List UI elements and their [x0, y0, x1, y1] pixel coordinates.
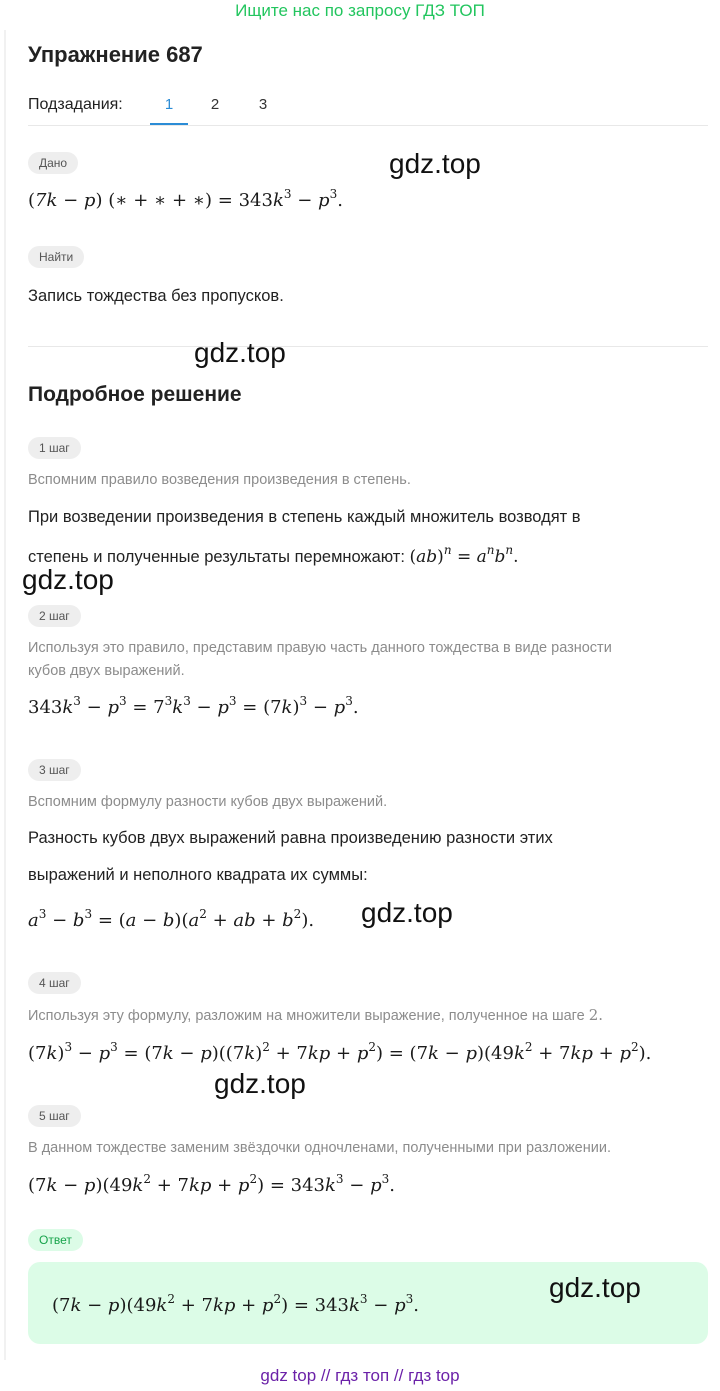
step-1-text-line1: При возведении произведения в степень каждый множитель возводят в	[28, 508, 581, 526]
step-4-number: 2.	[588, 1006, 604, 1024]
step-3-formula: $a^3 - b^3 = (a - b)(a^2$ + ab + $b^2$).	[28, 907, 315, 931]
watermark: gdz.top	[194, 337, 286, 368]
tab-subtask-2[interactable]: 2	[210, 96, 220, 113]
card-edge	[4, 30, 6, 1360]
watermark: gdz.top	[549, 1272, 641, 1303]
find-chip: Найти	[28, 246, 84, 268]
step-4-chip: 4 шаг	[28, 972, 81, 994]
step-1-hint: Вспомним правило возведения произведения в степень.	[28, 472, 411, 488]
top-banner[interactable]: Ищите нас по запросу ГДЗ ТОП	[235, 1, 485, 20]
answer-formula: $(7k - p)(49k^2 + 7kp + p^2) = 343k^3 - p^3$.	[52, 1292, 419, 1316]
page-title: Упражнение 687	[28, 42, 203, 67]
step-1-chip: 1 шаг	[28, 437, 81, 459]
watermark: gdz.top	[22, 564, 114, 595]
tabs-divider	[28, 125, 708, 126]
watermark: gdz.top	[214, 1068, 306, 1099]
step-3-text-line1: Разность кубов двух выражений равна произведению разности этих	[28, 829, 553, 847]
watermark: gdz.top	[361, 897, 453, 928]
tab-subtask-1[interactable]: 1	[164, 96, 174, 113]
find-text: Запись тождества без пропусков.	[28, 287, 284, 305]
step-2-hint-line2: кубов двух выражений.	[28, 663, 185, 679]
step-3-chip: 3 шаг	[28, 759, 81, 781]
answer-chip: Ответ	[28, 1229, 83, 1251]
step-4-hint	[28, 1004, 603, 1028]
step-1-text-line2-words: степень и полученные результаты перемножают:	[28, 548, 405, 566]
step-2-formula: $343k^3 - p^3 = 7^3k^3 - p^3 = (7k)^3 - p^3$.	[28, 694, 359, 718]
step-5-formula: $(7k - p)(49k^2 + 7kp + p^2) = 343k^3 - p^3$.	[28, 1172, 395, 1196]
section-divider	[28, 346, 708, 347]
step-3-text-line2: выражений и неполного квадрата их суммы:	[28, 866, 368, 884]
footer-links[interactable]: gdz top // гдз топ // гдз top	[260, 1366, 460, 1385]
subtasks-label: Подзадания:	[28, 96, 123, 113]
step-4-hint-text: Используя эту формулу, разложим на множители выражение, полученное на шаге	[28, 1008, 585, 1024]
step-5-hint: В данном тождестве заменим звёздочки одночленами, полученными при разложении.	[28, 1140, 611, 1156]
step-4-formula: $(7k)^3 - p^3 = (7k - p)((7k)^2 + 7kp + p^2) = (7k - p)(49k^2 + 7kp + p^2)$.	[28, 1040, 652, 1064]
step-2-hint-line1: Используя это правило, представим правую часть данного тождества в виде разности	[28, 640, 612, 656]
step-2-chip: 2 шаг	[28, 605, 81, 627]
watermark: gdz.top	[389, 148, 481, 179]
step-1-formula: $(ab)^n = a^nb^n$.	[409, 543, 519, 567]
given-formula: (7k − p) (∗ + ∗ + ∗) = $343k^3 - p^3$.	[28, 187, 343, 211]
tab-subtask-3[interactable]: 3	[258, 96, 268, 113]
step-5-chip: 5 шаг	[28, 1105, 81, 1127]
step-3-hint: Вспомним формулу разности кубов двух выражений.	[28, 794, 388, 810]
given-chip: Дано	[28, 152, 78, 174]
solution-title: Подробное решение	[28, 383, 242, 406]
